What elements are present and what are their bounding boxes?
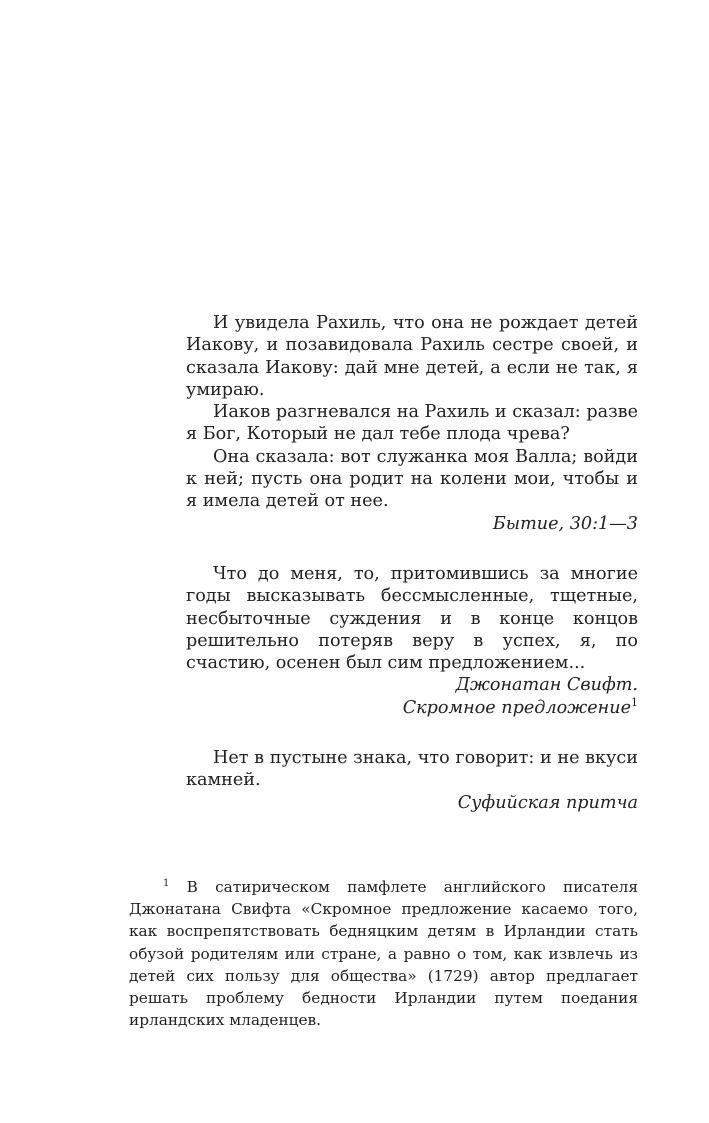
epigraph-source [186,674,638,719]
footnote-text: В сатирическом памфлете английского писателя Джонатана Свифта «Скромное предложение касаемо того, как воспрепятствовать бедняцким детям в Ирландии стать обузой родителям или стране, а равно о том, как извлечь из детей сих пользу для общества» (1729) автор предлагает решать проблему бедности Ирландии путем поедания ирландских младенцев. [129,878,638,1030]
epigraph-paragraph: Она сказала: вот служанка моя Валла; войди к ней; пусть она родит на колени мои, чтобы и я имела детей от нее. [186,446,638,512]
epigraph-paragraph: Нет в пустыне знака, что говорит: и не вкуси камней. [186,748,638,791]
epigraph-swift [186,563,638,719]
source-title: Скромное предложение [402,697,631,718]
source-line: Суфийская притча [457,792,638,813]
epigraph-paragraph: Что до меня, то, притомившись за многие годы высказывать бессмысленные, тщетные, несбыточные суждения и в конце концов решительно потеряв веру в успех, я, по счастию, осенен был сим предложением... [186,563,638,674]
epigraph-sufi [186,747,638,814]
footnote [129,876,638,1031]
epigraph-genesis [186,312,638,535]
epigraph-paragraph: И увидела Рахиль, что она не рождает детей Иакову, и позавидовала Рахиль сестре своей, и сказала Иакову: дай мне детей, а если не так, я умираю. [186,313,638,400]
source-line: Бытие, 30:1—3 [492,513,638,534]
epigraph-source [186,513,638,535]
epigraph-source [186,792,638,814]
footnote-ref[interactable]: 1 [631,695,638,709]
source-line: Джонатан Свифт. [455,675,638,696]
epigraphs-block [186,312,638,842]
epigraph-paragraph: Иаков разгневался на Рахиль и сказал: разве я Бог, Который не дал тебе плода чрева? [186,402,638,445]
source-line-with-ref [186,697,638,719]
footnote-marker: 1 [163,878,170,889]
